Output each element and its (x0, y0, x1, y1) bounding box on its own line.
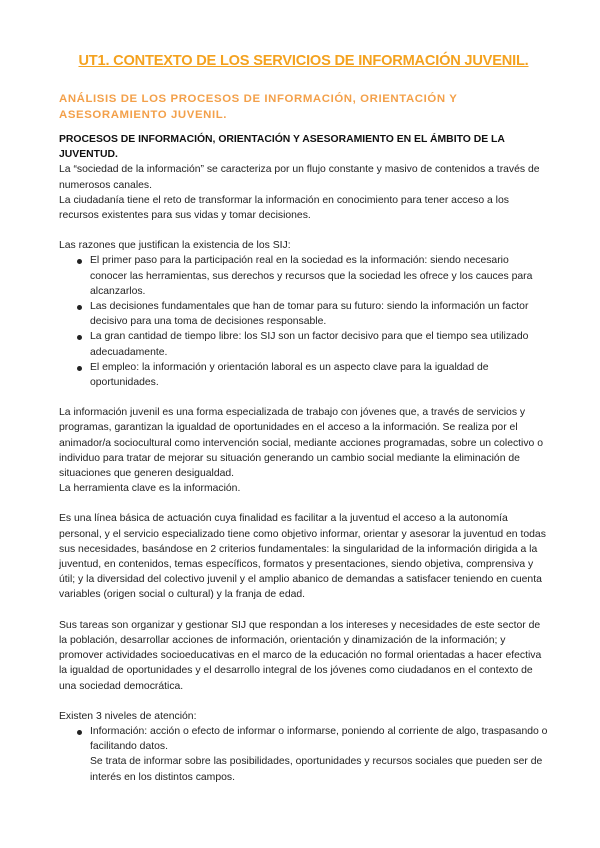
list-item: La gran cantidad de tiempo libre: los SIJ son un factor decisivo para que el tiempo sea utilizado adecuadamente. (59, 329, 548, 359)
reasons-heading: Las razones que justifican la existencia de los SIJ: (59, 240, 291, 252)
reasons-list (59, 253, 548, 390)
list-item (59, 724, 548, 785)
level-extra: Se trata de informar sobre las posibilidades, oportunidades y recursos sociales que pueden ser de interés en los distintos campos. (90, 756, 543, 783)
line-paragraph: Es una línea básica de actuación cuya finalidad es facilitar a la juventud el acceso a la autonomía personal, y el servicio especializado tiene como objetivo informar, orientar y asesorar la juventud en todas sus necesidades, basándose en 2 criterios fundamentales: la singularidad de la información dirigida a la juventud, en contenidos, temas específicos, formatos y presentaciones, siendo objetiva, comprensiva y útil; y la diversidad del colectivo juvenil y el amplio abanico de demandas a satisfacer teniendo en cuenta variables (origen social o cultural) y la franja de edad. (59, 513, 546, 601)
section-title: ANÁLISIS DE LOS PROCESOS DE INFORMACIÓN, ORIENTACIÓN Y ASESORAMIENTO JUVENIL. (59, 93, 458, 121)
list-item: El primer paso para la participación real en la sociedad es la información: siendo necesario conocer las herramientas, sus derechos y recursos que la sociedad les ofrece y los cauces para alcanzarlos. (59, 253, 548, 299)
level-text: Información: acción o efecto de informar o informarse, poniendo al corriente de algo, traspasando o facilitando datos. (90, 725, 548, 753)
levels-heading: Existen 3 niveles de atención: (59, 710, 197, 722)
intro-paragraph-1: La “sociedad de la información” se caracteriza por un flujo constante y masivo de contenidos a través de numerosos canales. (59, 164, 540, 191)
intro-paragraph-2: La ciudadanía tiene el reto de transformar la información en conocimiento para tener acceso a los recursos existentes para sus vidas y tomar decisiones. (59, 194, 509, 222)
list-item: Las decisiones fundamentales que han de tomar para su futuro: siendo la información un factor decisivo para una toma de decisiones responsable. (59, 299, 548, 329)
tool-paragraph: La herramienta clave es la información. (59, 483, 241, 495)
page-title: UT1. CONTEXTO DE LOS SERVICIOS DE INFORMACIÓN JUVENIL. (78, 53, 529, 69)
levels-list (59, 724, 548, 785)
info-paragraph: La información juvenil es una forma especializada de trabajo con jóvenes que, a través de servicios y programas, garantizan la igualdad de oportunidades en el acceso a la información. Se realiza por el animador/a sociocultural como intervención social, mediante acciones programadas, sobre un colectivo o individuo para tratar de mejorar su situación generando un cambio social mediante la eliminación de situaciones que generen desigualdad. (59, 407, 543, 480)
subsection-title: PROCESOS DE INFORMACIÓN, ORIENTACIÓN Y ASESORAMIENTO EN EL ÁMBITO DE LA JUVENTUD. (59, 134, 505, 161)
list-item: El empleo: la información y orientación laboral es un aspecto clave para la igualdad de oportunidades. (59, 360, 548, 390)
tasks-paragraph: Sus tareas son organizar y gestionar SIJ que respondan a los intereses y necesidades de este sector de la población, desarrollar acciones de información, orientación y dinamización de la información; y promover actividades socioeducativas en el marco de la educación no formal orientadas a hacer efectiva la igualdad de oportunidades y el desarrollo integral de los jóvenes como ciudadanos en el contexto de una sociedad democrática. (59, 619, 542, 692)
